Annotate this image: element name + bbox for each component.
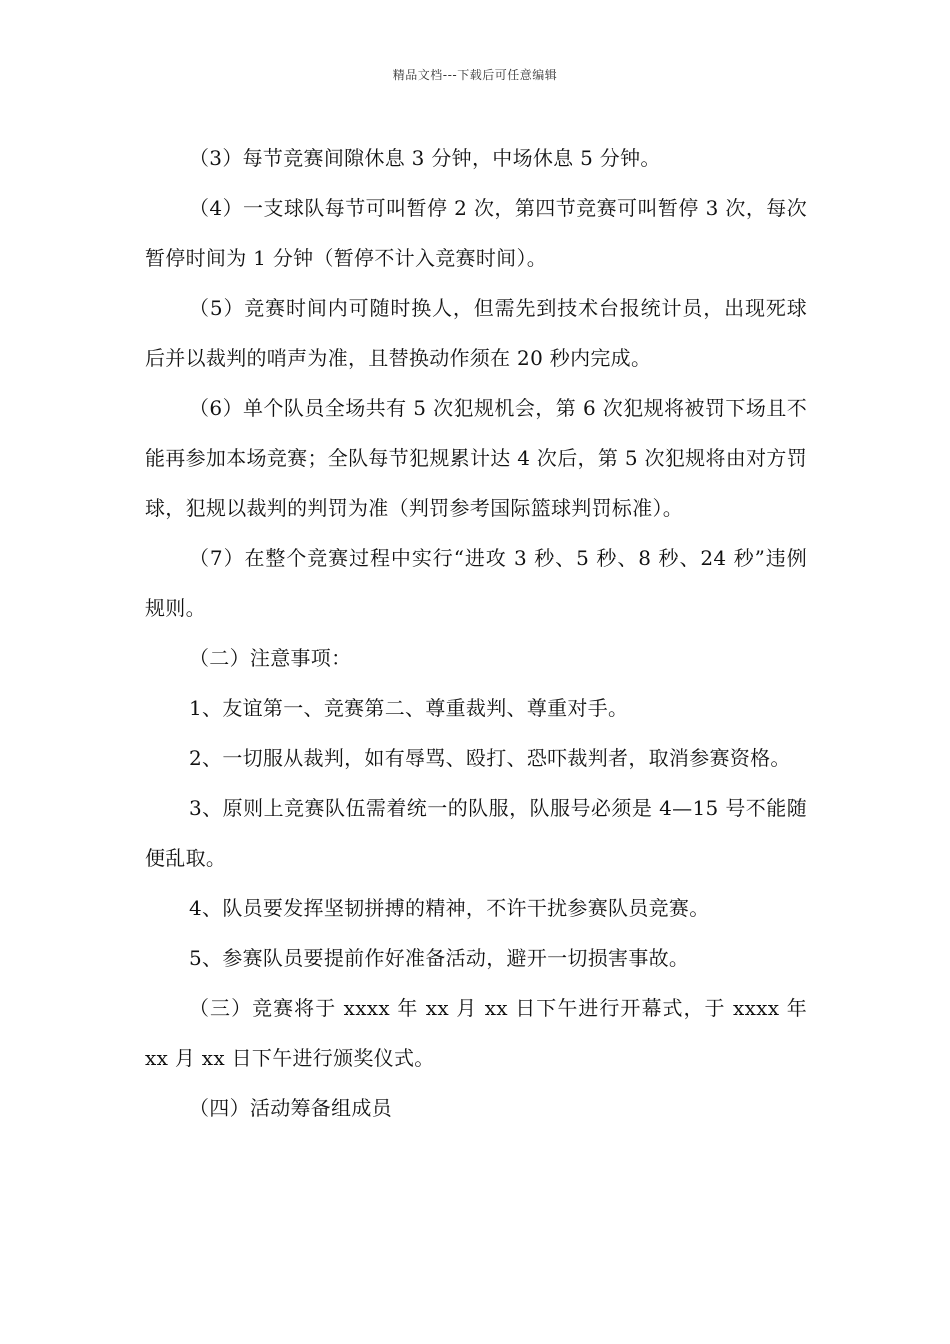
note-item-3: 3、原则上竞赛队伍需着统一的队服，队服号必须是 4—15 号不能随便乱取。 xyxy=(145,796,807,870)
paragraph-rule-4: （4）一支球队每节可叫暂停 2 次，第四节竞赛可叫暂停 3 次，每次暂停时间为 1 分钟（暂停不计入竞赛时间）。 xyxy=(145,196,807,270)
section-heading-notes: （二）注意事项： xyxy=(189,646,352,670)
note-item-5: 5、参赛队员要提前作好准备活动，避开一切损害事故。 xyxy=(189,946,690,970)
note-item-4: 4、队员要发挥坚韧拼搏的精神，不许干扰参赛队员竞赛。 xyxy=(189,896,710,920)
document-body xyxy=(145,133,807,1133)
note-item-2: 2、一切服从裁判，如有辱骂、殴打、恐吓裁判者，取消参赛资格。 xyxy=(189,746,791,770)
paragraph-rule-3: （3）每节竞赛间隙休息 3 分钟，中场休息 5 分钟。 xyxy=(189,146,661,170)
paragraph-rule-7: （7）在整个竞赛过程中实行“进攻 3 秒、5 秒、8 秒、24 秒”违例规则。 xyxy=(145,546,807,620)
section-heading-committee: （四）活动筹备组成员 xyxy=(189,1096,392,1120)
paragraph-rule-5: （5）竞赛时间内可随时换人，但需先到技术台报统计员，出现死球后并以裁判的哨声为准，且替换动作须在 20 秒内完成。 xyxy=(145,296,807,370)
note-item-1: 1、友谊第一、竞赛第二、尊重裁判、尊重对手。 xyxy=(189,696,629,720)
section-heading-ceremony: （三）竞赛将于 xxxx 年 xx 月 xx 日下午进行开幕式，于 xxxx 年 xx 月 xx 日下午进行颁奖仪式。 xyxy=(145,996,807,1070)
page-header: 精品文档---下载后可任意编辑 xyxy=(392,68,558,82)
paragraph-rule-6: （6）单个队员全场共有 5 次犯规机会，第 6 次犯规将被罚下场且不能再参加本场竞赛；全队每节犯规累计达 4 次后，第 5 次犯规将由对方罚球，犯规以裁判的判罚为准（判罚参考国际篮球判罚标准）。 xyxy=(145,396,807,520)
